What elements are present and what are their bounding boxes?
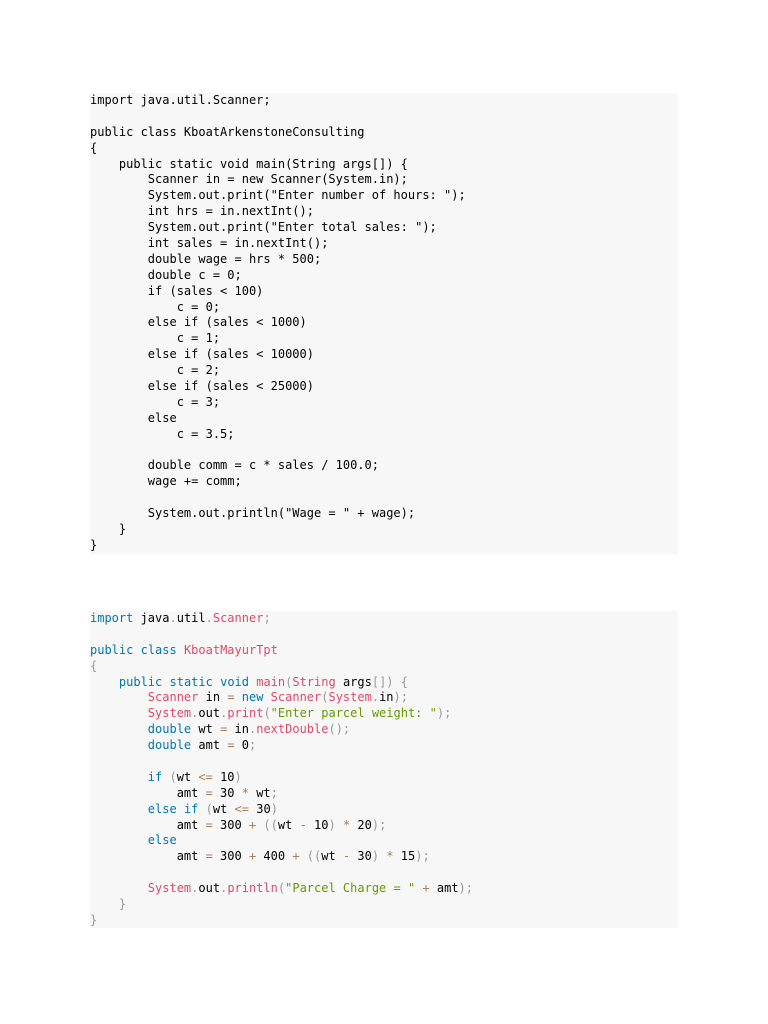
code-line: c = 3.5;: [90, 426, 235, 441]
code-token: [90, 833, 148, 847]
code-token: print: [227, 706, 264, 721]
code-token: public: [118, 674, 163, 689]
code-token: +: [422, 881, 430, 896]
code-token: );: [371, 817, 387, 832]
code-token: .: [220, 706, 228, 721]
code-token: amt: [90, 785, 206, 800]
code-line: c = 3;: [90, 394, 221, 409]
code-token: []): [371, 674, 394, 689]
code-line: c = 0;: [90, 299, 221, 314]
code-token: {: [90, 658, 98, 673]
code-token: static: [169, 674, 213, 689]
code-token: wt: [248, 785, 271, 800]
code-token: ((: [263, 817, 278, 832]
code-token: main: [256, 674, 286, 689]
code-token: amt: [90, 849, 206, 864]
code-token: ;: [270, 785, 278, 800]
code-token: <=: [234, 801, 249, 816]
code-token: =: [227, 738, 235, 753]
code-line: import java.util.Scanner;: [90, 93, 271, 107]
code-token: .: [371, 690, 380, 705]
code-token: Scanner: [147, 690, 199, 705]
code-token: import: [90, 611, 134, 625]
code-token: }: [118, 897, 127, 912]
code-token: );: [393, 690, 408, 705]
code-token: 10: [212, 769, 235, 784]
code-token: wt: [277, 817, 300, 832]
code-line: }: [90, 537, 98, 552]
code-token: "Enter parcel weight: ": [270, 706, 437, 721]
code-token: [90, 881, 148, 895]
code-token: System: [147, 881, 192, 896]
code-token: 400: [256, 849, 293, 864]
code-token: [90, 690, 148, 704]
code-token: 10: [306, 817, 329, 832]
code-line: System.out.println("Wage = " + wage);: [90, 506, 416, 521]
code-token: amt: [191, 738, 228, 753]
code-token: [300, 849, 307, 863]
code-line: System.out.print("Enter number of hours: ");: [90, 188, 466, 203]
code-token: String: [292, 674, 336, 689]
code-token: ): [270, 801, 278, 816]
code-token: [90, 802, 148, 816]
code-line: c = 1;: [90, 331, 221, 346]
code-line: [90, 770, 678, 786]
code-token: in: [227, 722, 249, 737]
code-line: [90, 754, 678, 770]
code-token: ((: [306, 849, 322, 864]
code-token: util: [176, 611, 206, 625]
code-token: .: [248, 722, 257, 737]
code-token: 30: [249, 801, 271, 816]
code-token: =: [205, 785, 213, 800]
code-line: [90, 897, 678, 913]
code-line: [90, 109, 678, 125]
code-token: "Parcel Charge = ": [285, 881, 416, 896]
code-token: .: [169, 611, 177, 625]
code-line: [90, 738, 678, 754]
code-token: [177, 802, 184, 816]
code-token: out: [198, 881, 221, 896]
code-line: else: [90, 410, 177, 425]
code-token: +: [292, 849, 300, 864]
code-token: double: [147, 738, 192, 753]
code-line: [90, 913, 678, 929]
code-line: [90, 865, 678, 881]
code-line: double wage = hrs * 500;: [90, 251, 322, 266]
code-token: Scanner: [212, 611, 264, 625]
code-token: [90, 770, 148, 784]
code-line: [90, 490, 678, 506]
code-text: [90, 93, 678, 554]
code-token: [336, 818, 343, 832]
code-token: }: [90, 912, 98, 927]
code-line: int sales = in.nextInt();: [90, 236, 329, 251]
code-line: [90, 786, 678, 802]
code-token: ;: [263, 611, 271, 625]
code-token: );: [436, 706, 452, 721]
code-token: [198, 802, 205, 816]
code-line: else if (sales < 25000): [90, 379, 314, 394]
code-token: new: [241, 690, 264, 705]
code-token: wt: [212, 801, 235, 816]
code-token: [235, 690, 242, 704]
code-line: c = 2;: [90, 363, 221, 378]
code-line: public class KboatArkenstoneConsulting: [90, 124, 365, 139]
code-token: =: [227, 690, 235, 705]
code-line: else if (sales < 10000): [90, 347, 314, 362]
code-token: wt: [191, 722, 221, 737]
code-line: int hrs = in.nextInt();: [90, 204, 314, 219]
code-token: .: [205, 611, 213, 625]
code-token: =: [205, 817, 213, 832]
code-line: [90, 443, 678, 459]
code-token: java: [133, 611, 170, 625]
code-token: *: [342, 817, 351, 832]
code-line: [90, 611, 678, 627]
code-token: println: [227, 881, 278, 896]
code-token: double: [147, 722, 192, 737]
code-token: 30: [212, 785, 242, 800]
code-line: [90, 690, 678, 706]
code-line: [90, 881, 678, 897]
code-token: .: [220, 881, 228, 896]
code-token: [162, 675, 169, 689]
code-token: ): [328, 817, 336, 832]
code-token: );: [458, 881, 473, 896]
code-line: [90, 643, 678, 659]
code-token: -: [342, 849, 351, 864]
code-token: (: [169, 769, 177, 784]
code-token: 300: [212, 817, 249, 832]
code-token: =: [220, 722, 228, 737]
code-token: wt: [176, 769, 199, 784]
code-token: (: [285, 674, 293, 689]
code-token: [133, 643, 140, 657]
code-token: ();: [328, 722, 351, 737]
code-line: public static void main(String args[]) {: [90, 156, 408, 171]
code-line: double c = 0;: [90, 267, 242, 282]
code-token: [90, 675, 119, 689]
code-token: *: [386, 849, 394, 864]
code-token: *: [241, 785, 249, 800]
code-line: if (sales < 100): [90, 283, 264, 298]
code-token: wt: [321, 849, 343, 864]
code-token: 15: [393, 849, 416, 864]
code-token: <=: [198, 769, 213, 784]
code-token: if: [147, 769, 163, 784]
code-token: [394, 675, 401, 689]
code-line: [90, 722, 678, 738]
code-line: [90, 818, 678, 834]
code-line: [90, 675, 678, 691]
code-token: ): [371, 849, 380, 864]
code-line: else if (sales < 1000): [90, 315, 307, 330]
code-token: System: [328, 690, 372, 705]
code-token: (: [205, 801, 213, 816]
code-token: -: [299, 817, 307, 832]
code-token: in: [379, 690, 394, 705]
code-text-highlighted: [90, 611, 678, 929]
code-line: wage += comm;: [90, 474, 242, 489]
code-token: 20: [350, 817, 372, 832]
code-token: +: [248, 849, 257, 864]
code-block-arkenstone: [90, 93, 678, 554]
code-token: Scanner: [270, 690, 322, 705]
code-line: [90, 802, 678, 818]
code-line: Scanner in = new Scanner(System.in);: [90, 172, 408, 187]
code-token: nextDouble: [256, 722, 329, 737]
code-line: System.out.print("Enter total sales: ");: [90, 220, 437, 235]
code-token: (: [277, 881, 286, 896]
code-line: [90, 706, 678, 722]
code-token: public: [90, 642, 134, 657]
code-token: args: [335, 674, 372, 689]
code-token: ): [234, 769, 242, 784]
code-token: amt: [90, 817, 206, 832]
code-line: }: [90, 522, 127, 537]
code-token: class: [140, 642, 177, 657]
code-line: [90, 833, 678, 849]
code-token: +: [248, 817, 257, 832]
code-token: 300: [212, 849, 249, 864]
code-token: (: [321, 690, 329, 705]
code-token: out: [198, 706, 221, 721]
code-token: else: [147, 833, 177, 848]
code-token: ;: [248, 738, 257, 753]
code-token: amt: [429, 881, 459, 896]
code-token: );: [415, 849, 430, 864]
code-token: in: [198, 690, 228, 705]
code-token: if: [183, 801, 199, 816]
code-token: void: [220, 674, 249, 689]
code-token: .: [191, 881, 199, 896]
code-line: [90, 849, 678, 865]
code-token: [263, 690, 270, 704]
code-token: [90, 722, 148, 736]
code-line: double comm = c * sales / 100.0;: [90, 458, 379, 473]
code-token: [213, 675, 220, 689]
code-block-mayurtpt: [90, 611, 678, 928]
code-token: [90, 738, 148, 752]
code-token: =: [205, 849, 213, 864]
code-line: [90, 659, 678, 675]
code-line: {: [90, 140, 98, 155]
code-token: 0: [234, 738, 249, 753]
code-token: System: [147, 706, 192, 721]
code-token: 30: [350, 849, 372, 864]
code-token: {: [400, 674, 409, 689]
code-token: (: [263, 706, 271, 721]
code-token: KboatMayurTpt: [183, 642, 278, 657]
code-token: [177, 643, 184, 657]
code-token: else: [147, 801, 177, 816]
code-token: [90, 897, 119, 911]
code-token: [90, 706, 148, 720]
code-line: [90, 627, 678, 643]
code-token: .: [191, 706, 199, 721]
